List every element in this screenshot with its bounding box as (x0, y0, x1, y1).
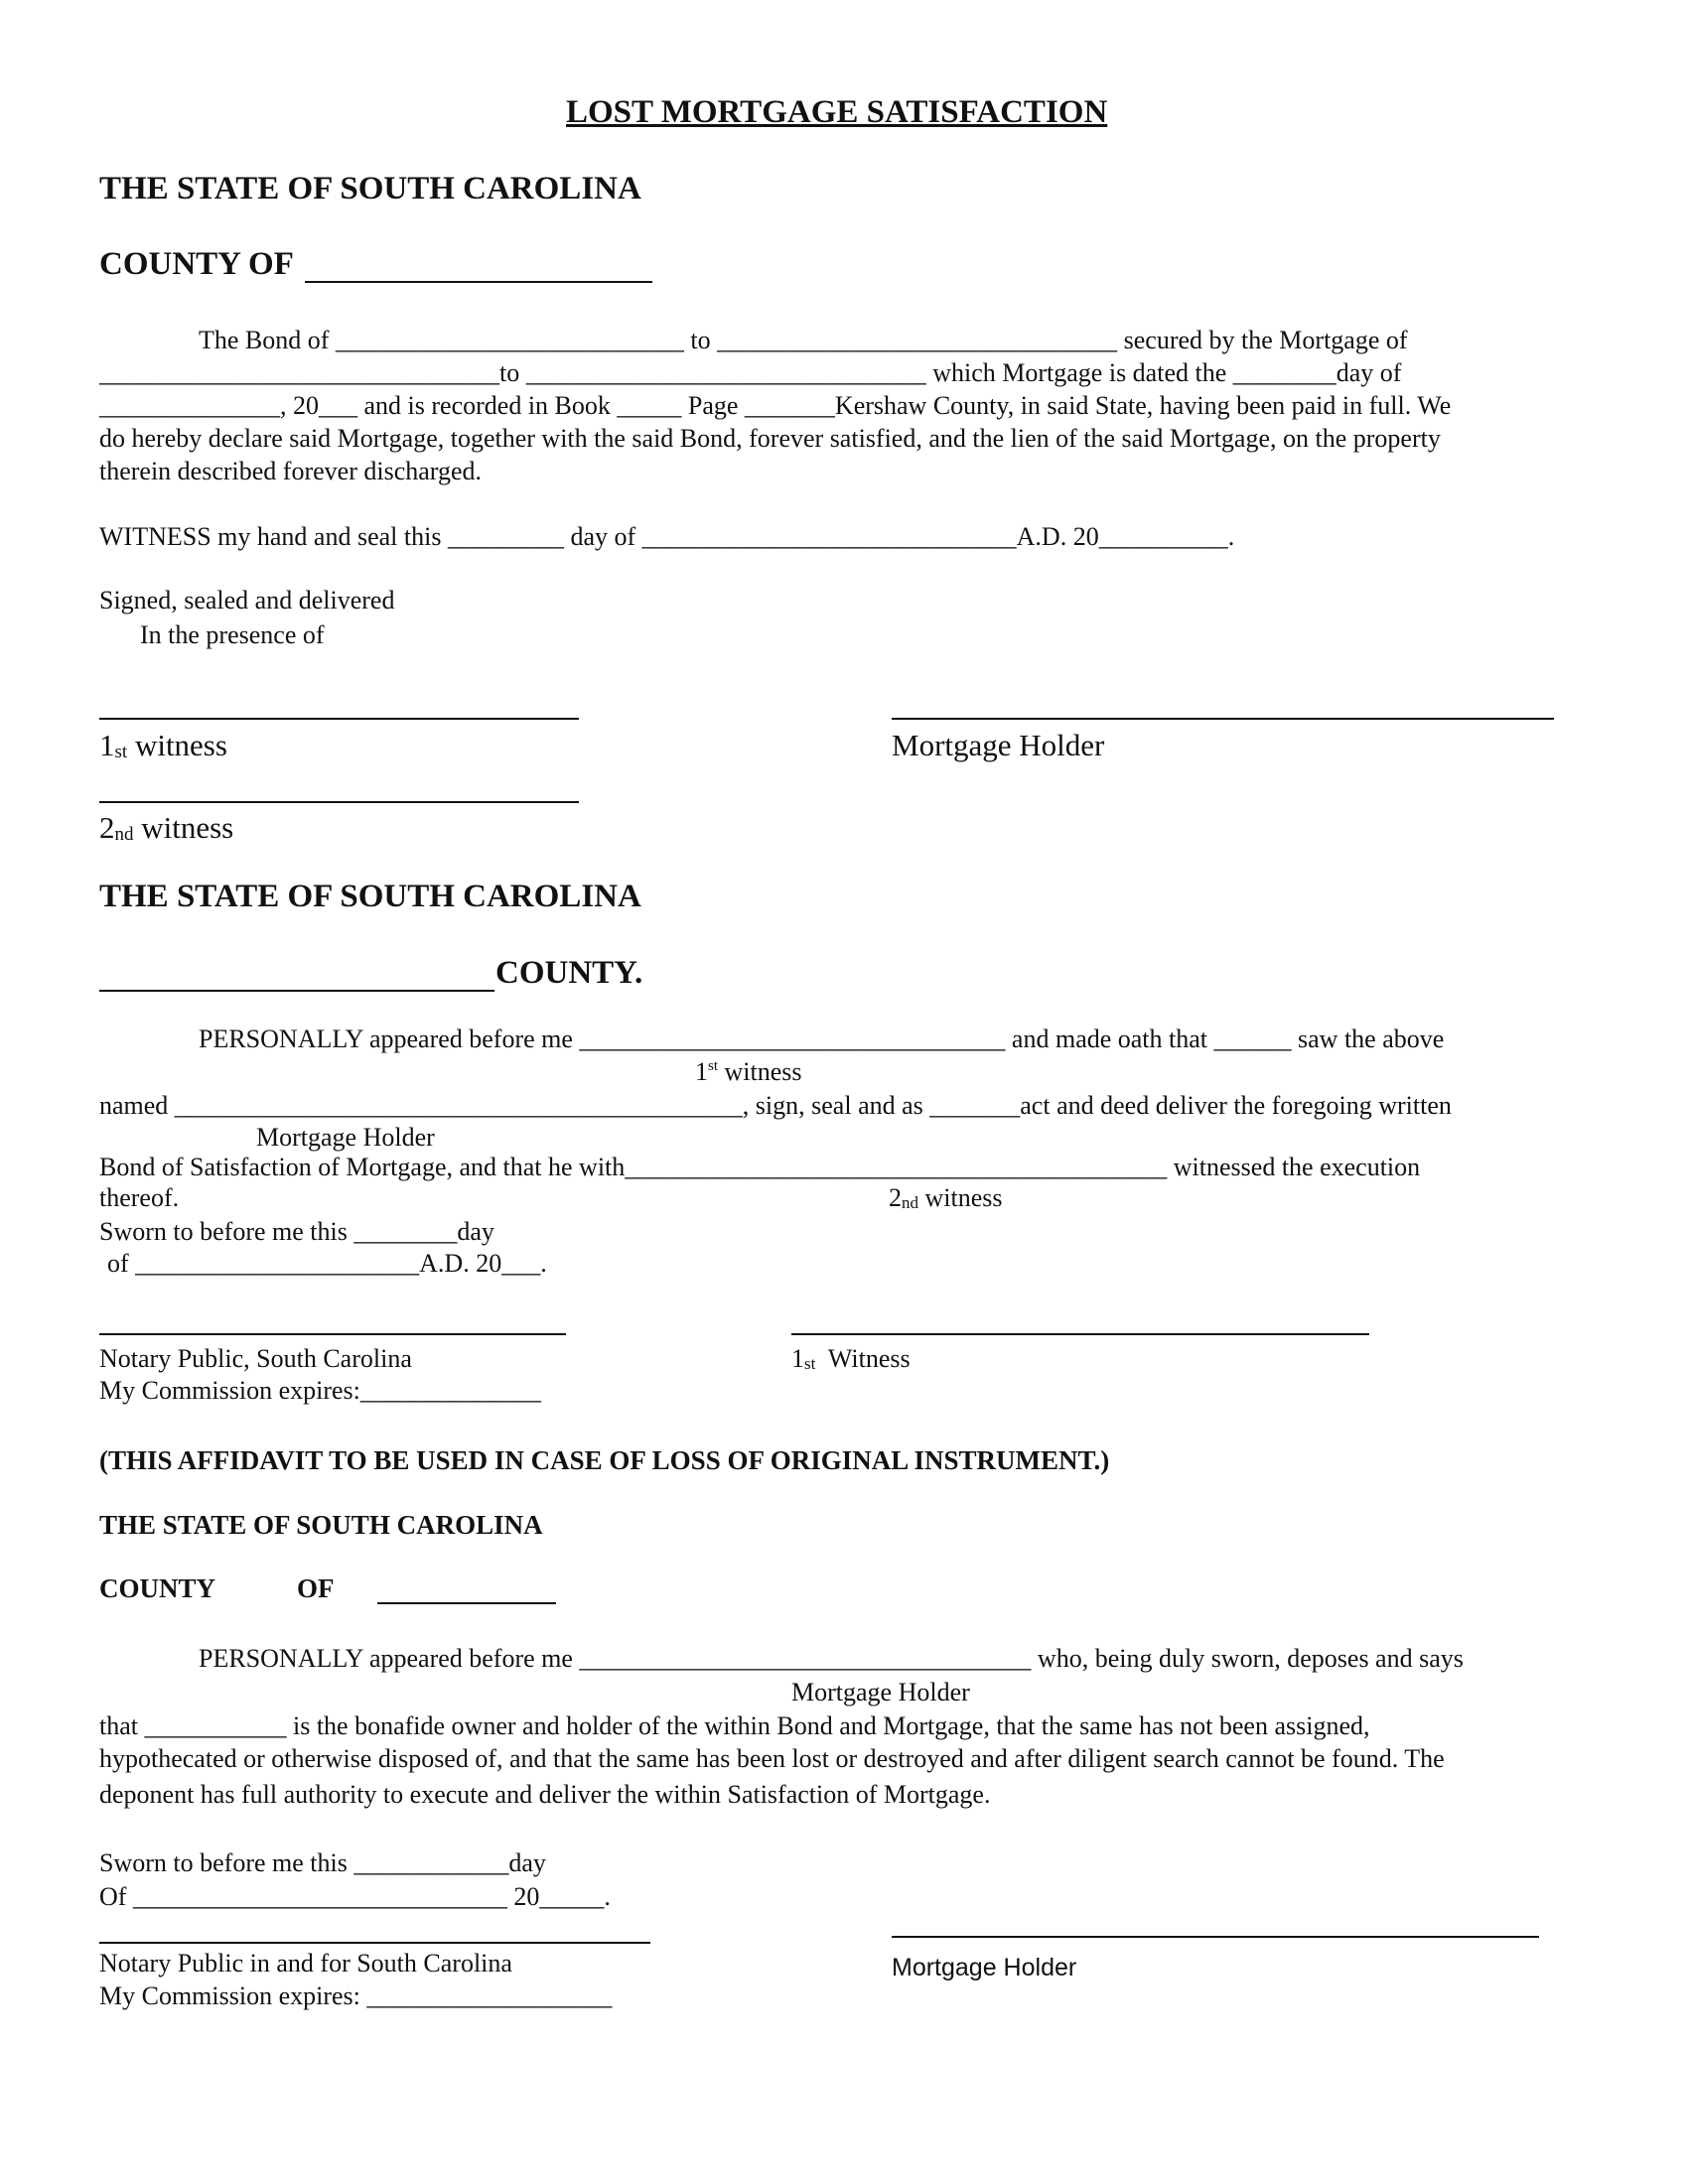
commission-expires-1: My Commission expires:______________ (99, 1376, 541, 1405)
first-witness-label-2: 1st Witness (791, 1344, 911, 1373)
sworn-line-4: Of _____________________________ 20_____. (99, 1882, 611, 1911)
bond-paragraph-line-5: therein described forever discharged. (99, 457, 483, 485)
county-word-3: COUNTY (99, 1573, 216, 1603)
mortgage-holder-label-3: Mortgage Holder (892, 1954, 1077, 1981)
of-word-3: OF (297, 1573, 335, 1603)
sworn-line-1: Sworn to before me this ________day (99, 1217, 494, 1246)
county-heading-2: COUNTY. (495, 955, 643, 991)
state-heading-2: THE STATE OF SOUTH CAROLINA (99, 879, 641, 914)
mortgage-holder-caption-3: Mortgage Holder (791, 1678, 970, 1706)
state-heading-1: THE STATE OF SOUTH CAROLINA (99, 171, 641, 206)
affidavit-paragraph-line-2: that ___________ is the bonafide owner and holder of the within Bond and Mortgage, that the same has not been assigned, (99, 1711, 1370, 1740)
second-witness-label: 2nd witness (99, 810, 234, 845)
witness-hand-seal-line: WITNESS my hand and seal this _________ day of _____________________________A.D. 20__________. (99, 522, 1235, 551)
first-witness-caption: 1st witness (695, 1057, 802, 1086)
personally-appeared-line-2: named ____________________________________________, sign, seal and as _______act and deed deliver the foregoing written (99, 1091, 1452, 1120)
document-title: LOST MORTGAGE SATISFACTION (566, 94, 1108, 130)
mortgage-holder-signature-line (892, 718, 1554, 720)
first-witness-label: 1st witness (99, 728, 227, 762)
county-blank-line-2 (99, 990, 494, 992)
first-witness-signature-line (99, 718, 579, 720)
county-blank-line-3 (377, 1602, 556, 1604)
in-presence-of: In the presence of (140, 620, 325, 649)
bond-paragraph-line-1: The Bond of ___________________________ to _______________________________ secured by the Mortgage of (199, 326, 1408, 354)
mortgage-holder-label: Mortgage Holder (892, 728, 1105, 762)
notary-public-label-3: Notary Public in and for South Carolina (99, 1949, 512, 1978)
personally-appeared-line-1: PERSONALLY appeared before me _________________________________ and made oath that ______ saw the above (199, 1024, 1445, 1053)
affidavit-paragraph-line-4: deponent has full authority to execute and deliver the within Satisfaction of Mortgage. (99, 1780, 991, 1809)
sworn-line-3: Sworn to before me this ____________day (99, 1848, 546, 1877)
county-heading-1: COUNTY OF (99, 246, 294, 282)
mortgage-holder-signature-line-3 (892, 1936, 1539, 1938)
signed-sealed-delivered: Signed, sealed and delivered (99, 586, 395, 614)
affidavit-note: (THIS AFFIDAVIT TO BE USED IN CASE OF LOSS OF ORIGINAL INSTRUMENT.) (99, 1445, 1110, 1475)
personally-appeared-line-4: thereof. (99, 1183, 180, 1212)
commission-expires-3: My Commission expires: ___________________ (99, 1981, 613, 2010)
second-witness-caption: 2nd witness (889, 1183, 1003, 1212)
notary-public-label: Notary Public, South Carolina (99, 1344, 412, 1373)
affidavit-paragraph-line-1: PERSONALLY appeared before me ___________________________________ who, being duly sworn, deposes and says (199, 1644, 1464, 1673)
affidavit-paragraph-line-3: hypothecated or otherwise disposed of, and that the same has been lost or destroyed and after diligent search cannot be found. The (99, 1744, 1445, 1773)
personally-appeared-line-3: Bond of Satisfaction of Mortgage, and that he with__________________________________________ witnessed the execution (99, 1153, 1421, 1181)
state-heading-3: THE STATE OF SOUTH CAROLINA (99, 1510, 543, 1540)
county-blank-line-1 (305, 281, 652, 283)
notary-signature-line-1 (99, 1333, 566, 1335)
sworn-line-2: of ______________________A.D. 20___. (107, 1249, 547, 1278)
witness-signature-line-2 (791, 1333, 1369, 1335)
notary-signature-line-3 (99, 1942, 650, 1944)
bond-paragraph-line-3: ______________, 20___ and is recorded in Book _____ Page _______Kershaw County, in said State, having been paid in full. We (99, 391, 1452, 420)
bond-paragraph-line-2: _______________________________to _______________________________ which Mortgage is dated the ________day of (99, 358, 1402, 387)
second-witness-signature-line (99, 801, 579, 803)
mortgage-holder-caption: Mortgage Holder (256, 1123, 435, 1152)
bond-paragraph-line-4: do hereby declare said Mortgage, together with the said Bond, forever satisfied, and the lien of the said Mortgage, on the property (99, 424, 1441, 453)
